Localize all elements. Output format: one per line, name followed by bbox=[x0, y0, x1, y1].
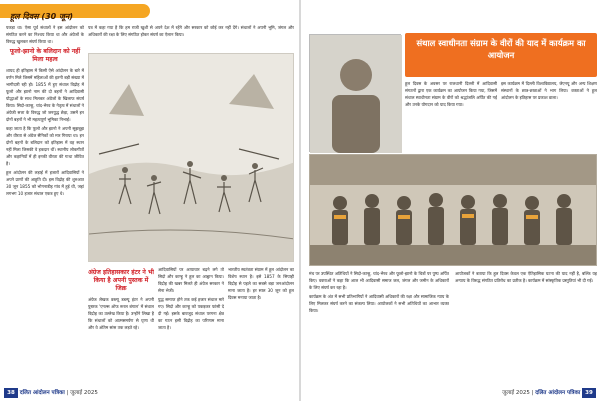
left-column-1 bbox=[6, 24, 84, 384]
left-column-2 bbox=[88, 266, 154, 382]
body-paragraph: मंच पर उपस्थित अतिथियों ने सिदो-कान्हू, चांद-भैरव और फूलो-झानो के चित्रों पर पुष्प अर्पित किए। वक्ताओं ने कहा कि आज भी आदिवासी समाज जल, जंगल और जमीन के अधिकारों के लिए संघर्ष कर रहा है। bbox=[309, 271, 449, 290]
right-footer: जुलाई 2025 | दलित आंदोलन पत्रिका 39 bbox=[301, 387, 600, 399]
right-bottom-col-1 bbox=[309, 270, 449, 382]
right-side-column bbox=[501, 80, 597, 152]
body-paragraph: शायद ही इतिहास में किसी ऐसे आंदोलन के बारे में वर्णन मिले जिसमें महिलाओं की इतनी बड़ी संख्या में भागीदारी रही हो। 1855 में हुए संथाल विद्रोह में फूलो और झानो नाम की दो बहनों ने आदिवासी योद्धाओं के साथ मिलकर अंग्रेजों के खिलाफ संघर्ष किया। सिदो-कान्हू, चांद-भैरव के नेतृत्व में संथालों ने अंग्रेजी सत्ता के विरुद्ध जो जनयुद्ध छेड़ा, उसमें इन दोनों बहनों ने भी महत्वपूर्ण भूमिका निभाई। bbox=[6, 68, 84, 122]
left-top-strip bbox=[88, 24, 294, 52]
section-header-ribbon bbox=[0, 4, 150, 21]
body-paragraph: कार्यक्रम के अंत में सभी प्रतिभागियों ने आदिवासी अधिकारों की रक्षा और सामाजिक न्याय के लिए मिलकर संघर्ष करने का संकल्प लिया। आयोजकों ने सभी अतिथियों का आभार व्यक्त किया। bbox=[309, 294, 449, 313]
article-headline: संथाल स्वाधीनता संग्राम के वीरों की याद में कार्यक्रम का आयोजन bbox=[416, 38, 586, 60]
group-photo bbox=[310, 155, 597, 266]
page-number: 39 bbox=[582, 388, 596, 398]
subheading-phoolo-jhano: फूलो-झानो के बलिदान को नहीं मिला महत्व bbox=[9, 48, 81, 63]
issue-date: जुलाई 2025 bbox=[70, 390, 98, 396]
right-bottom-col-2 bbox=[455, 270, 597, 382]
right-intro-column bbox=[405, 80, 497, 152]
body-paragraph: इस कार्यक्रम में दिल्ली विश्वविद्यालय, जेएनयू और अन्य शिक्षण संस्थानों के छात्र-छात्राओं ने भाग लिया। वक्ताओं ने हूल आंदोलन के इतिहास पर प्रकाश डाला। bbox=[501, 81, 597, 100]
body-paragraph: युद्ध समाप्त होने तक कई हजार संथाल मारे गए। सिदो और कान्हू को पकड़कर फांसी दे दी गई। इसके बावजूद संथाल परगना क्षेत्र का गठन इसी विद्रोह का परिणाम माना जाता है। bbox=[158, 297, 224, 330]
portrait-photo bbox=[310, 35, 402, 153]
battle-scene-sketch bbox=[89, 54, 294, 262]
intro-paragraph: हूल दिवस के अवसर पर राजधानी दिल्ली में आदिवासी संगठनों द्वारा एक कार्यक्रम का आयोजन किया गया, जिसमें संथाल स्वाधीनता संग्राम के वीरों को श्रद्धांजलि अर्पित की गई और उनके योगदान को याद किया गया। bbox=[405, 81, 497, 107]
magazine-title: दलित आंदोलन पत्रिका bbox=[19, 390, 65, 396]
body-paragraph: हूल आंदोलन की लड़ाई में हजारों आदिवासियों ने अपने प्राणों की आहुति दी। इस विद्रोह की शुरुआत 30 जून 1855 को भोगनाडीह गांव में हुई थी, जहां लगभग 10 हजार संथाल एकत्र हुए थे। bbox=[6, 170, 84, 196]
article-headline-banner bbox=[405, 33, 597, 77]
page-number: 38 bbox=[4, 388, 18, 398]
body-paragraph: कहा जाता है कि फूलो और झानो ने अपनी सूझबूझ और वीरता से अंग्रेज सैनिकों को मार गिराया था। इन दोनों बहनों के बलिदान को इतिहास में वह स्थान नहीं मिला जिसकी वे हकदार थीं। स्थानीय लोकगीतों और कहानियों में ही इनकी वीरता की गाथा जीवित है। bbox=[6, 126, 84, 166]
body-paragraph: पत्र में कहा गया है कि हम राजी खुशी से अपने देश में रहेंगे और सरकार को कोई कर नहीं देंगे। संथालों ने अपनी भूमि, जंगल और अधिकारों की रक्षा के लिए संगठित होकर संघर्ष का ऐलान किया। bbox=[88, 25, 294, 37]
body-paragraph: आदिवासियों पर अत्याचार बढ़ने लगे तो सिदो और कान्हू ने हूल का आह्वान किया। विद्रोह की खबर मिलते ही अंग्रेज सरकार ने सेना भेजी। bbox=[158, 267, 224, 293]
subheading-hunter: अंग्रेज इतिहासकार हंटर ने भी किया है अपनी पुस्तक में जिक्र bbox=[88, 269, 154, 292]
event-photo-small bbox=[309, 34, 401, 152]
intro-paragraph: पकड़ा था। ऐसा पूर्व संथालों ने इस आंदोलन को संगठित करने का निश्चय किया था और अंग्रेजों के विरुद्ध खुलकर संघर्ष किया था। bbox=[6, 25, 84, 44]
historical-sketch-illustration bbox=[88, 53, 294, 262]
left-column-4 bbox=[228, 266, 294, 382]
left-page bbox=[0, 0, 299, 401]
event-group-photo bbox=[309, 154, 597, 266]
magazine-title: दलित आंदोलन पत्रिका bbox=[535, 390, 581, 396]
issue-date: जुलाई 2025 bbox=[502, 390, 530, 396]
body-paragraph: अंग्रेज लेखक डब्ल्यू डब्ल्यू हंटर ने अपनी पुस्तक 'एनल्स ऑफ रूरल बंगाल' में संथाल विद्रोह का उल्लेख किया है। उन्होंने लिखा है कि संथालों को आत्मसमर्पण से घृणा थी और वे अंतिम सांस तक लड़ते रहे। bbox=[88, 297, 154, 330]
left-column-3 bbox=[158, 266, 224, 382]
left-footer: 38 दलित आंदोलन पत्रिका | जुलाई 2025 bbox=[4, 387, 299, 399]
right-page bbox=[301, 0, 600, 401]
body-paragraph: भारतीय स्वतंत्रता संग्राम में हूल आंदोलन का विशेष स्थान है। इसे 1857 के सिपाही विद्रोह से पहले का सबसे बड़ा जनआंदोलन माना जाता है। हर साल 30 जून को हूल दिवस मनाया जाता है। bbox=[228, 267, 294, 300]
body-paragraph: आयोजकों ने बताया कि हूल दिवस केवल एक ऐतिहासिक घटना की याद नहीं है, बल्कि यह अन्याय के विरुद्ध संगठित प्रतिरोध का प्रतीक है। कार्यक्रम में सांस्कृतिक प्रस्तुतियां भी दी गईं। bbox=[455, 271, 597, 283]
section-header-title: हूल दिवस (30 जून) bbox=[10, 12, 74, 21]
